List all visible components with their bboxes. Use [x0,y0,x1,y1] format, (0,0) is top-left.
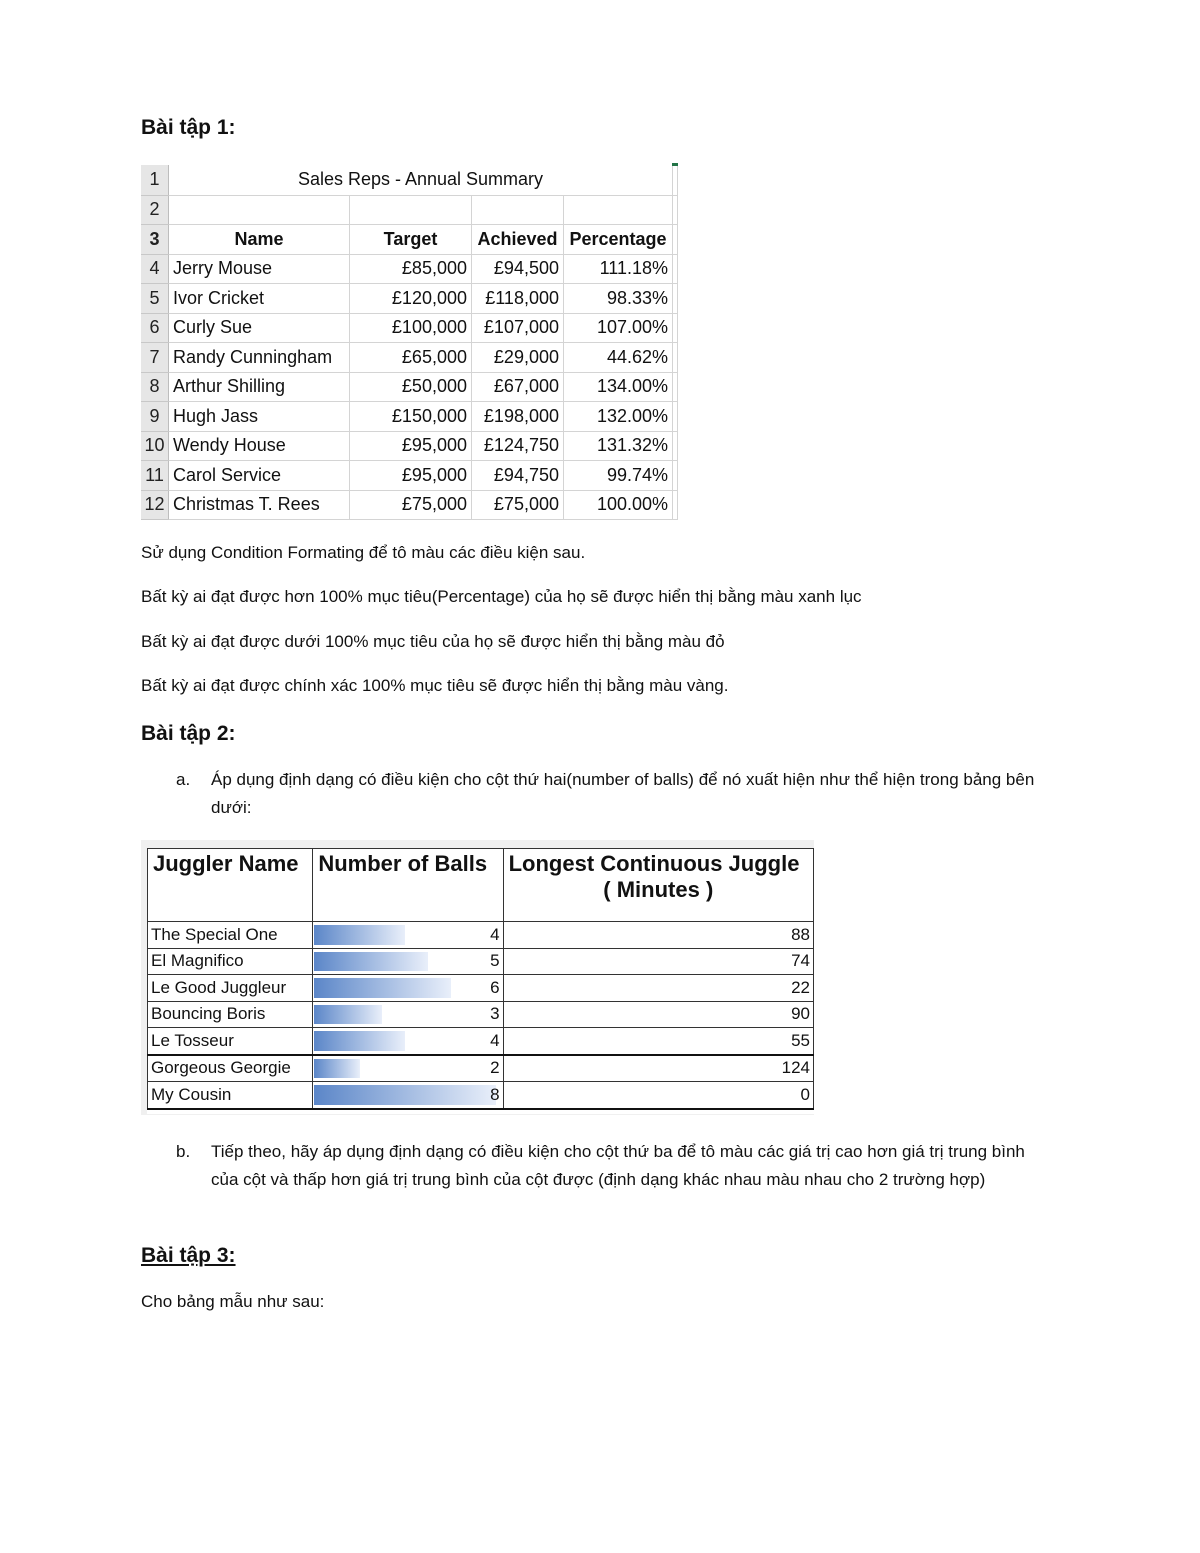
data-bar [314,1005,382,1025]
data-bar [314,1059,359,1079]
cell-percentage: 107.00% [564,313,673,343]
cell-target: £150,000 [350,402,472,432]
cell-juggler-name: My Cousin [148,1082,313,1109]
header-juggler-name: Juggler Name [148,849,313,922]
list-item-a [141,766,1141,826]
cell-name: Curly Sue [169,313,350,343]
cell-number-of-balls [313,1001,503,1028]
table-row [141,490,678,520]
row-number: 3 [141,225,169,255]
exercise-1-paragraph: Bất kỳ ai đạt được hơn 100% mục tiêu(Percentage) của họ sẽ được hiển thị bằng màu xanh lục [141,587,862,606]
row-number: 9 [141,402,169,432]
table-row [141,402,678,432]
data-bar [314,952,428,972]
cell-minutes: 22 [503,975,813,1002]
cell-percentage: 111.18% [564,254,673,284]
exercise-1-paragraph: Bất kỳ ai đạt được dưới 100% mục tiêu của họ sẽ được hiển thị bằng màu đỏ [141,632,725,651]
table-row [141,372,678,402]
sales-reps-sheet [141,163,678,520]
cell-achieved: £75,000 [472,490,564,520]
cell-juggler-name: Bouncing Boris [148,1001,313,1028]
cell-achieved: £29,000 [472,343,564,373]
cell-name: Hugh Jass [169,402,350,432]
row-number: 1 [141,165,169,196]
cell-juggler-name: El Magnifico [148,948,313,975]
header-percentage: Percentage [564,225,673,255]
table-row [141,313,678,343]
cell-number-of-balls [313,1055,503,1082]
data-bar [314,978,450,998]
row-number: 5 [141,284,169,314]
cell-name: Wendy House [169,431,350,461]
cell-minutes: 88 [503,922,813,949]
table-row [148,975,814,1002]
cell-target: £50,000 [350,372,472,402]
cell-percentage: 134.00% [564,372,673,402]
header-target: Target [350,225,472,255]
row-number: 4 [141,254,169,284]
cell-target: £120,000 [350,284,472,314]
header-longest-juggle-line1: Longest Continuous Juggle [508,851,800,876]
juggler-table [147,848,814,1114]
header-number-of-balls: Number of Balls [313,849,503,922]
table-row [141,284,678,314]
header-longest-juggle [503,849,813,922]
sheet-title: Sales Reps - Annual Summary [169,165,673,196]
cell-name: Arthur Shilling [169,372,350,402]
balls-value: 8 [490,1084,500,1104]
data-bar [314,1085,496,1105]
cell-name: Carol Service [169,461,350,491]
cell-target: £95,000 [350,431,472,461]
cell-percentage: 100.00% [564,490,673,520]
cell-achieved: £94,750 [472,461,564,491]
cell-percentage: 132.00% [564,402,673,432]
juggler-header-row [148,849,814,922]
cell-minutes: 74 [503,948,813,975]
cell-number-of-balls [313,975,503,1002]
list-item-text: Tiếp theo, hãy áp dụng định dạng có điều kiện cho cột thứ ba để tô màu các giá trị cao hơn giá trị trung bình của cột và thấp hơn giá trị trung bình của cột được (định dạng khác nhau màu nhau cho 2 trường hợp) [211,1142,1025,1189]
cell-minutes: 55 [503,1028,813,1055]
exercise-1-heading: Bài tập 1: [141,116,236,139]
cell-target: £75,000 [350,490,472,520]
balls-value: 6 [490,977,500,997]
cell-name: Jerry Mouse [169,254,350,284]
header-achieved: Achieved [472,225,564,255]
cell-number-of-balls [313,1082,503,1109]
data-bar [314,1031,405,1051]
cell-achieved: £118,000 [472,284,564,314]
row-number: 7 [141,343,169,373]
cell-percentage: 131.32% [564,431,673,461]
cell-percentage: 99.74% [564,461,673,491]
list-item-text: Áp dụng định dạng có điều kiện cho cột thứ hai(number of balls) để nó xuất hiện như thể hiện trong bảng bên dưới: [211,770,1035,817]
list-marker: b. [176,1142,191,1161]
cell-name: Randy Cunningham [169,343,350,373]
exercise-2-heading: Bài tập 2: [141,722,236,745]
row-number: 8 [141,372,169,402]
header-longest-juggle-line2: ( Minutes ) [603,877,714,902]
table-row [148,922,814,949]
row-number: 11 [141,461,169,491]
cell-achieved: £107,000 [472,313,564,343]
balls-value: 2 [490,1058,500,1078]
list-item-b [141,1138,1141,1228]
balls-value: 4 [490,924,500,944]
table-row [148,1082,814,1109]
cell-achieved: £124,750 [472,431,564,461]
row-number: 6 [141,313,169,343]
cell-juggler-name: Le Good Juggleur [148,975,313,1002]
cell-percentage: 44.62% [564,343,673,373]
cell-juggler-name: Gorgeous Georgie [148,1055,313,1082]
cell-percentage: 98.33% [564,284,673,314]
data-bar [314,925,405,945]
table-row [148,1028,814,1055]
cell-minutes: 90 [503,1001,813,1028]
cell-juggler-name: The Special One [148,922,313,949]
table-row [141,343,678,373]
table-row [141,461,678,491]
cell-target: £65,000 [350,343,472,373]
cell-achieved: £198,000 [472,402,564,432]
row-number: 2 [141,195,169,225]
cell-number-of-balls [313,948,503,975]
table-row [148,1055,814,1082]
cell-target: £85,000 [350,254,472,284]
cell-target: £100,000 [350,313,472,343]
header-name: Name [169,225,350,255]
cell-number-of-balls [313,922,503,949]
exercise-1-paragraph: Sử dụng Condition Formating để tô màu các điều kiện sau. [141,543,586,562]
table-row [141,431,678,461]
cell-name: Ivor Cricket [169,284,350,314]
cell-juggler-name: Le Tosseur [148,1028,313,1055]
exercise-3-heading: Bài tập 3: [141,1244,236,1267]
balls-value: 3 [490,1004,500,1024]
juggler-table-image [141,840,814,1115]
exercise-1-paragraph: Bất kỳ ai đạt được chính xác 100% mục tiêu sẽ được hiển thị bằng màu vàng. [141,676,729,695]
row-number: 10 [141,431,169,461]
exercise-3-paragraph: Cho bảng mẫu như sau: [141,1292,325,1311]
balls-value: 4 [490,1030,500,1050]
cell-achieved: £67,000 [472,372,564,402]
table-row [141,254,678,284]
table-row [148,1001,814,1028]
cell-minutes: 0 [503,1082,813,1109]
balls-value: 5 [490,951,500,971]
cell-minutes: 124 [503,1055,813,1082]
cell-target: £95,000 [350,461,472,491]
row-number: 12 [141,490,169,520]
sheet-header-row [141,225,678,255]
cell-number-of-balls [313,1028,503,1055]
cell-achieved: £94,500 [472,254,564,284]
cell-name: Christmas T. Rees [169,490,350,520]
table-row [148,948,814,975]
list-marker: a. [176,770,191,789]
